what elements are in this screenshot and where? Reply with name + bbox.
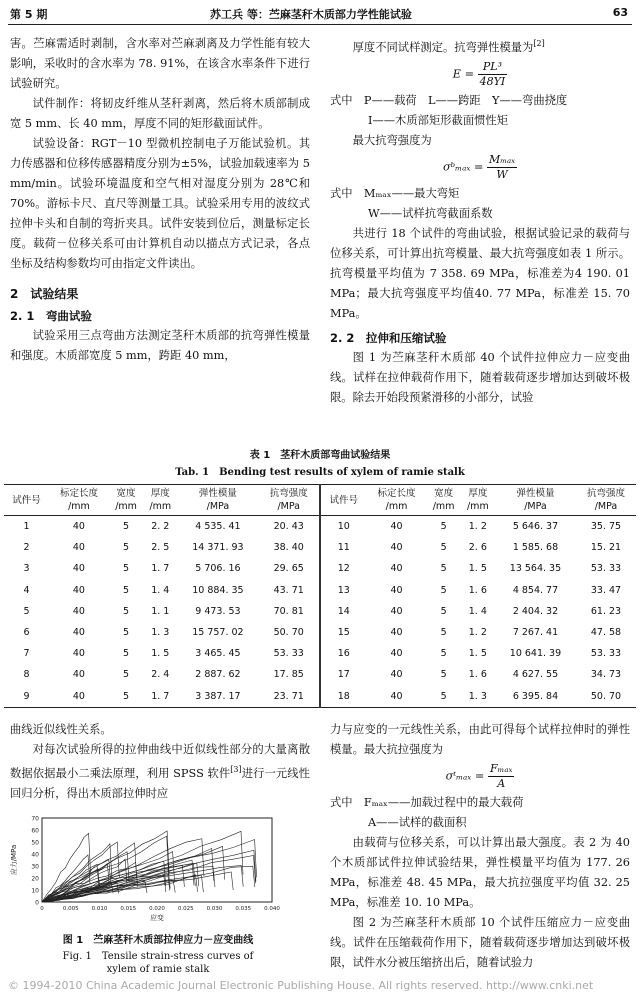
x-tick-label: 0 <box>40 906 44 912</box>
table-cell: 12 <box>320 558 367 579</box>
table-cell: 13 564. 35 <box>509 563 562 575</box>
paragraph: 害。苎麻需适时剥制，含水率对苎麻剥离及力学性能有较大影响，采收时的含水率为 78. 91%，在该含水率条件下进行试验研究。 <box>10 37 310 90</box>
table-cell: 5 <box>440 584 447 596</box>
table-cell: 5 <box>123 669 130 681</box>
table-cell: 4 854. 77 <box>512 584 559 596</box>
bending-results-table <box>4 484 636 708</box>
x-tick-label: 0.005 <box>62 906 79 912</box>
table-cell: 40 <box>72 648 85 660</box>
table-cell: 5 <box>123 584 130 596</box>
column-header: 弹性模量 /MPa <box>177 485 258 516</box>
table-cell: 1. 3 <box>461 686 495 708</box>
paragraph: 厚度不同试样测定。抗弯弹性模量为[2] <box>352 39 545 54</box>
table-cell: 2. 4 <box>151 669 170 681</box>
table-row <box>4 622 636 643</box>
table-cell: 9 473. 53 <box>195 605 241 617</box>
table-cell: 16 <box>320 643 367 664</box>
column-header: 标定长度 /mm <box>49 485 109 516</box>
equation-bending-strength: σᵇₘₐₓ = $\frac{\text{Mₘₐₓ}}{W}$ <box>442 152 516 181</box>
table-cell: 2. 2 <box>151 521 170 533</box>
table-cell: 5 <box>440 669 447 681</box>
table-cell: 40 <box>72 584 85 596</box>
right-column-bottom <box>330 720 630 973</box>
paragraph: 共进行 18 个试件的弯曲试验，根据试验记录的载荷与位移关系，可计算出抗弯模量、最大抗弯强度如表 1 所示。抗弯模量平均值为 7 358. 69 MPa，标准差为4 190. 01 MPa；最大抗弯强度平均值40. 77 MPa，标准差 15. 70 MPa。 <box>330 226 630 320</box>
running-title: 苏工兵 等：苎麻茎秆木质部力学性能试验 <box>210 8 412 21</box>
paragraph: 试验采用三点弯曲方法测定茎秆木质部的抗弯弹性模量和强度。木质部宽度 5 mm，跨距 40 mm， <box>10 329 310 362</box>
table-cell: 1 <box>23 521 30 533</box>
table-cell: 1. 4 <box>468 605 487 617</box>
table-cell: 50. 70 <box>273 627 304 639</box>
y-tick-label: 50 <box>31 839 39 847</box>
y-tick-label: 20 <box>31 875 39 883</box>
table-cell: 4 535. 41 <box>195 521 241 533</box>
x-tick-label: 0.010 <box>91 906 108 912</box>
y-tick-label: 40 <box>31 851 39 859</box>
table-cell: 4 627. 55 <box>512 669 559 681</box>
table-cell: 1 585. 68 <box>512 542 559 554</box>
subsection-heading: 2. 2 拉伸和压缩试验 <box>330 330 447 345</box>
table-cell: 5 <box>440 605 447 617</box>
table-cell: 40 <box>390 584 403 596</box>
x-tick-label: 0.040 <box>264 906 280 912</box>
table-cell: 1. 7 <box>151 563 170 575</box>
table-cell: 43. 71 <box>273 584 304 596</box>
table-cell: 1. 5 <box>468 563 487 575</box>
table-cell: 10 641. 39 <box>509 648 562 660</box>
paragraph: 由载荷与位移关系，可以计算出最大强度。表 2 为 40 个木质部试件拉伸试验结果，弹性模量平均值为 177. 26 MPa，标准差 48. 45 MPa，最大抗拉强度平均值 32. 25 MPa，标准差 10. 10 MPa。 <box>330 836 630 909</box>
table-row <box>4 580 636 601</box>
paragraph: 试验设备：RGT－10 型微机控制电子万能试验机。其力传感器和位移传感器精度分别为±5%，试验加载速率为 5 mm/min。试验环境温度和空气相对湿度分别为 28℃和 70%。游标卡尺、直尺等测量工具。试验采用专用的波纹式拉伸卡头和自制的弯折夹具。试件安装到位后，测量标定长度。载荷－位移关系可由计算机自动以描点方式记录，各点坐标及结构参数均可由指定文件读出。 <box>10 137 310 270</box>
header-rule <box>8 24 632 25</box>
table-cell: 4 <box>23 584 30 596</box>
figure-1 <box>2 810 314 930</box>
table-cell: 1. 6 <box>468 669 487 681</box>
where-line: A——试样的截面积 <box>368 816 467 829</box>
table-cell: 18 <box>320 686 367 708</box>
paragraph: 最大抗弯强度为 <box>352 133 432 147</box>
y-tick-label: 70 <box>31 815 39 823</box>
table-cell: 1. 3 <box>151 627 170 639</box>
table-cell: 5 <box>123 521 130 533</box>
table-row <box>4 601 636 622</box>
table-cell: 2 <box>23 542 30 554</box>
y-tick-label: 60 <box>31 827 39 835</box>
table-cell: 70. 81 <box>273 605 304 617</box>
table-cell: 2 404. 32 <box>512 605 559 617</box>
table-row <box>4 686 636 708</box>
table-cell: 40 <box>390 605 403 617</box>
x-tick-label: 0.030 <box>206 906 223 912</box>
column-header: 宽度 /mm <box>109 485 143 516</box>
table-cell: 5 <box>123 563 130 575</box>
table-cell: 5 <box>23 605 30 617</box>
where-block: 式中 P——载荷 L——跨距 Y——弯曲挠度 <box>330 93 568 107</box>
table-cell: 61. 23 <box>590 605 622 617</box>
column-header: 抗弯强度 /MPa <box>576 485 636 516</box>
paragraph: 图 2 为苎麻茎秆木质部 10 个试件压缩应力－应变曲线。试件在压缩载荷作用下，随着载荷逐步增加达到破坏极限，试件水分被压缩挤出后，随着试验力 <box>330 916 630 969</box>
table-cell: 2 887. 62 <box>195 669 241 681</box>
table-cell: 38. 40 <box>273 542 304 554</box>
x-tick-label: 0.015 <box>120 906 137 912</box>
table-cell: 5 <box>440 563 447 575</box>
column-header: 标定长度 /mm <box>367 485 427 516</box>
table-cell: 1. 1 <box>151 605 170 617</box>
table-cell: 40 <box>367 686 427 708</box>
y-axis-label: 应力/MPa <box>10 844 18 876</box>
table-cell: 40 <box>72 542 85 554</box>
table-cell: 40 <box>72 521 85 533</box>
column-header: 试件号 <box>4 485 49 516</box>
table-cell: 11 <box>320 537 367 558</box>
table-row <box>4 537 636 558</box>
citation: [3] <box>230 765 242 774</box>
table-cell: 5 <box>440 648 447 660</box>
table-cell: 2. 6 <box>468 542 487 554</box>
table-cell: 15 <box>320 622 367 643</box>
table-row <box>4 516 636 538</box>
table-cell: 35. 75 <box>590 521 622 533</box>
table-cell: 6 395. 84 <box>495 686 576 708</box>
table-cell: 3 <box>23 563 30 575</box>
table-cell: 3 465. 45 <box>195 648 241 660</box>
paragraph: 图 1 为苎麻茎秆木质部 40 个试件拉伸应力－应变曲线。试样在拉伸载荷作用下，随着载荷逐步增加达到破坏极限。除去开始段预紧滑移的小部分，试验 <box>330 350 630 404</box>
y-tick-label: 30 <box>31 863 39 871</box>
column-header: 宽度 /mm <box>426 485 460 516</box>
table-cell: 1. 5 <box>151 648 170 660</box>
table-cell: 1. 2 <box>468 521 487 533</box>
x-tick-label: 0.020 <box>149 906 165 912</box>
table-cell: 13 <box>320 580 367 601</box>
table-cell: 3 387. 17 <box>177 686 258 708</box>
table-cell: 40 <box>72 669 85 681</box>
column-header: 弹性模量 /MPa <box>495 485 576 516</box>
table-cell: 14 <box>320 601 367 622</box>
table-cell: 5 <box>123 648 130 660</box>
copyright-footer: © 1994-2010 China Academic Journal Electronic Publishing House. All rights reserved. http://www.cnki.net <box>8 979 594 992</box>
figure-caption-en: xylem of ramie stalk <box>106 964 210 975</box>
table-cell: 5 <box>123 605 130 617</box>
table-cell: 40 <box>390 627 403 639</box>
table-caption-en: Tab. 1 Bending test results of xylem of ramie stalk <box>175 467 465 478</box>
table-cell: 29. 65 <box>273 563 304 575</box>
table-cell: 1. 6 <box>468 584 487 596</box>
table-cell: 17. 85 <box>273 669 304 681</box>
table-cell: 1. 4 <box>151 584 170 596</box>
paragraph: 对每次试验所得的拉伸曲线中近似线性部分的大量离散数据依据最小二乘法原理，利用 SPSS 软件[3]进行一元线性回归分析，得出木质部拉伸时应 <box>10 743 310 800</box>
citation: [2] <box>533 39 545 48</box>
figure-caption-cn: 图 1 苎麻茎秆木质部拉伸应力－应变曲线 <box>62 935 254 946</box>
table-cell: 5 <box>426 686 460 708</box>
table-cell: 5 <box>440 521 447 533</box>
column-header: 厚度 /mm <box>461 485 495 516</box>
table-cell: 5 <box>123 542 130 554</box>
table-caption-cn: 表 1 茎秆木质部弯曲试验结果 <box>249 450 391 461</box>
table-cell: 40 <box>72 563 85 575</box>
table-row <box>4 643 636 664</box>
x-tick-label: 0.025 <box>177 906 194 912</box>
x-tick-label: 0.035 <box>235 906 252 912</box>
table-cell: 2. 5 <box>151 542 170 554</box>
table-cell: 17 <box>320 664 367 685</box>
table-cell: 1. 7 <box>143 686 177 708</box>
table-row <box>4 558 636 579</box>
left-column-top <box>10 34 310 366</box>
x-axis-label: 应变 <box>150 914 164 922</box>
table-cell: 40 <box>72 605 85 617</box>
table-cell: 6 <box>23 627 30 639</box>
table-cell: 40 <box>390 542 403 554</box>
table-cell: 40 <box>390 669 403 681</box>
table-cell: 33. 47 <box>590 584 622 596</box>
where-line: I——木质部矩形截面惯性矩 <box>368 113 509 127</box>
table-cell: 14 371. 93 <box>192 542 244 554</box>
table-cell: 47. 58 <box>590 627 622 639</box>
table-cell: 40 <box>49 686 109 708</box>
paragraph: 曲线近似线性关系。 <box>10 723 112 736</box>
table-cell: 15. 21 <box>590 542 622 554</box>
table-cell: 50. 70 <box>576 686 636 708</box>
section-heading: 2 试验结果 <box>10 287 79 301</box>
table-cell: 53. 33 <box>273 648 304 660</box>
y-tick-label: 10 <box>31 887 39 895</box>
page-number: 63 <box>612 6 628 19</box>
table-cell: 7 267. 41 <box>512 627 559 639</box>
table-cell: 15 757. 02 <box>192 627 244 639</box>
table-cell: 40 <box>72 627 85 639</box>
table-cell: 5 706. 16 <box>195 563 241 575</box>
table-cell: 40 <box>390 521 403 533</box>
table-cell: 5 <box>109 686 143 708</box>
table-cell: 40 <box>390 563 403 575</box>
column-header: 厚度 /mm <box>143 485 177 516</box>
table-cell: 1. 2 <box>468 627 487 639</box>
table-cell: 10 884. 35 <box>192 584 244 596</box>
table-cell: 9 <box>4 686 49 708</box>
column-header: 试件号 <box>320 485 367 516</box>
column-header: 抗弯强度 /MPa <box>258 485 320 516</box>
table-cell: 20. 43 <box>273 521 304 533</box>
equation-tensile-strength: σᵗₘₐₓ = $\frac{\text{Fₘₐₓ}}{A}$ <box>445 762 513 790</box>
y-tick-label: 0 <box>35 899 39 907</box>
table-cell: 5 646. 37 <box>512 521 559 533</box>
figure-caption-en: Fig. 1 Tensile strain-stress curves of <box>62 951 254 962</box>
table-row <box>4 664 636 685</box>
where-block: 式中 Fₘₐₓ——加载过程中的最大载荷 <box>330 796 524 809</box>
running-header <box>10 6 628 24</box>
table-cell: 53. 33 <box>590 648 622 660</box>
table-cell: 23. 71 <box>258 686 320 708</box>
where-block: 式中 Mₘₐₓ——最大弯矩 <box>330 186 460 200</box>
table-cell: 5 <box>440 542 447 554</box>
section-heading: 2. 1 弯曲试验 <box>10 309 92 323</box>
paragraph: 力与应变的一元线性关系，由此可得每个试样拉伸时的弹性模量。最大抗拉强度为 <box>330 723 630 756</box>
equation-modulus: E = $\frac{\text{PL³}}{48YI}$ <box>452 59 506 88</box>
table-cell: 7 <box>23 648 30 660</box>
table-cell: 34. 73 <box>590 669 622 681</box>
table-cell: 8 <box>23 669 30 681</box>
table-cell: 5 <box>123 627 130 639</box>
issue-number: 第 5 期 <box>10 8 48 21</box>
left-column-bottom <box>10 720 310 804</box>
table-cell: 5 <box>440 627 447 639</box>
paragraph: 试件制作：将韧皮纤维从茎秆剥离，然后将木质部制成宽 5 mm、长 40 mm，厚度不同的矩形截面试件。 <box>10 97 310 130</box>
table-cell: 53. 33 <box>590 563 622 575</box>
table-cell: 1. 5 <box>468 648 487 660</box>
table-cell: 40 <box>390 648 403 660</box>
where-line: W——试样抗弯截面系数 <box>368 206 493 220</box>
right-column-top <box>330 34 630 408</box>
table-cell: 10 <box>320 516 367 538</box>
